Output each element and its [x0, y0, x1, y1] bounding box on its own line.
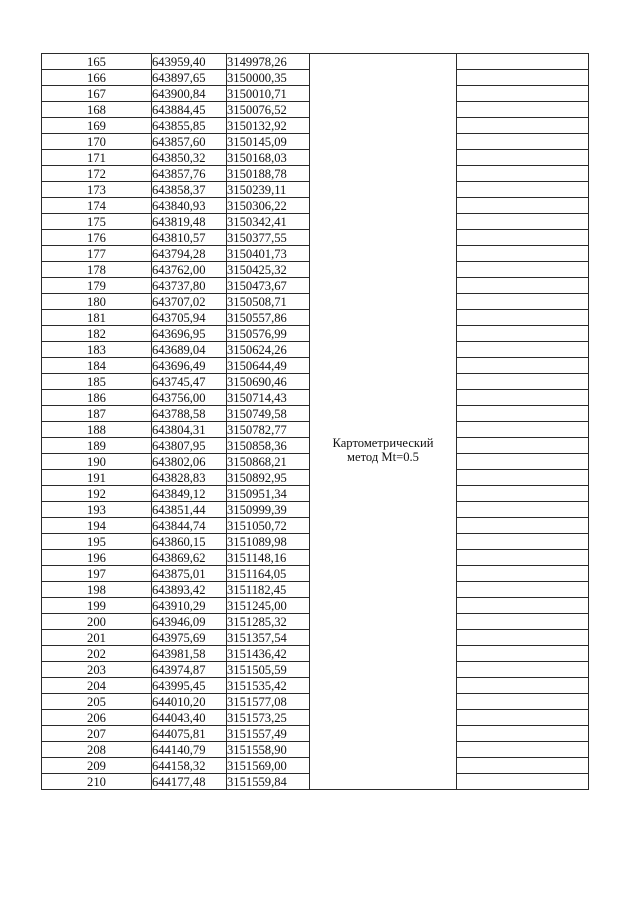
point-number-cell: 171	[42, 150, 152, 166]
y-coordinate-cell: 3150999,39	[227, 502, 310, 518]
x-coordinate-cell: 643858,37	[152, 182, 227, 198]
empty-cell	[457, 694, 589, 710]
y-coordinate-cell: 3151089,98	[227, 534, 310, 550]
x-coordinate-cell: 643995,45	[152, 678, 227, 694]
empty-cell	[457, 486, 589, 502]
y-coordinate-cell: 3151557,49	[227, 726, 310, 742]
x-coordinate-cell: 643696,95	[152, 326, 227, 342]
empty-cell	[457, 710, 589, 726]
empty-cell	[457, 502, 589, 518]
empty-cell	[457, 166, 589, 182]
empty-cell	[457, 278, 589, 294]
empty-cell	[457, 310, 589, 326]
empty-cell	[457, 262, 589, 278]
point-number-cell: 196	[42, 550, 152, 566]
y-coordinate-cell: 3150425,32	[227, 262, 310, 278]
empty-cell	[457, 678, 589, 694]
x-coordinate-cell: 643810,57	[152, 230, 227, 246]
x-coordinate-cell: 643689,04	[152, 342, 227, 358]
y-coordinate-cell: 3150401,73	[227, 246, 310, 262]
empty-cell	[457, 438, 589, 454]
x-coordinate-cell: 644043,40	[152, 710, 227, 726]
x-coordinate-cell: 643875,01	[152, 566, 227, 582]
point-number-cell: 181	[42, 310, 152, 326]
y-coordinate-cell: 3150624,26	[227, 342, 310, 358]
point-number-cell: 180	[42, 294, 152, 310]
y-coordinate-cell: 3151577,08	[227, 694, 310, 710]
empty-cell	[457, 70, 589, 86]
point-number-cell: 208	[42, 742, 152, 758]
empty-cell	[457, 614, 589, 630]
empty-cell	[457, 374, 589, 390]
x-coordinate-cell: 643804,31	[152, 422, 227, 438]
point-number-cell: 210	[42, 774, 152, 790]
empty-cell	[457, 422, 589, 438]
y-coordinate-cell: 3150782,77	[227, 422, 310, 438]
y-coordinate-cell: 3150858,36	[227, 438, 310, 454]
empty-cell	[457, 294, 589, 310]
empty-cell	[457, 726, 589, 742]
x-coordinate-cell: 643762,00	[152, 262, 227, 278]
empty-cell	[457, 358, 589, 374]
y-coordinate-cell: 3151182,45	[227, 582, 310, 598]
y-coordinate-cell: 3150868,21	[227, 454, 310, 470]
empty-cell	[457, 470, 589, 486]
empty-cell	[457, 630, 589, 646]
empty-cell	[457, 86, 589, 102]
x-coordinate-cell: 643850,32	[152, 150, 227, 166]
empty-cell	[457, 390, 589, 406]
x-coordinate-cell: 644177,48	[152, 774, 227, 790]
point-number-cell: 194	[42, 518, 152, 534]
point-number-cell: 197	[42, 566, 152, 582]
y-coordinate-cell: 3150508,71	[227, 294, 310, 310]
point-number-cell: 170	[42, 134, 152, 150]
x-coordinate-cell: 643788,58	[152, 406, 227, 422]
point-number-cell: 199	[42, 598, 152, 614]
y-coordinate-cell: 3151050,72	[227, 518, 310, 534]
x-coordinate-cell: 643975,69	[152, 630, 227, 646]
x-coordinate-cell: 643737,80	[152, 278, 227, 294]
y-coordinate-cell: 3150239,11	[227, 182, 310, 198]
x-coordinate-cell: 643844,74	[152, 518, 227, 534]
empty-cell	[457, 182, 589, 198]
empty-cell	[457, 54, 589, 70]
y-coordinate-cell: 3150749,58	[227, 406, 310, 422]
empty-cell	[457, 774, 589, 790]
x-coordinate-cell: 643807,95	[152, 438, 227, 454]
y-coordinate-cell: 3150000,35	[227, 70, 310, 86]
point-number-cell: 169	[42, 118, 152, 134]
x-coordinate-cell: 644158,32	[152, 758, 227, 774]
point-number-cell: 201	[42, 630, 152, 646]
x-coordinate-cell: 643705,94	[152, 310, 227, 326]
x-coordinate-cell: 644010,20	[152, 694, 227, 710]
y-coordinate-cell: 3151559,84	[227, 774, 310, 790]
y-coordinate-cell: 3151505,59	[227, 662, 310, 678]
point-number-cell: 192	[42, 486, 152, 502]
x-coordinate-cell: 643900,84	[152, 86, 227, 102]
x-coordinate-cell: 643849,12	[152, 486, 227, 502]
y-coordinate-cell: 3150132,92	[227, 118, 310, 134]
point-number-cell: 167	[42, 86, 152, 102]
method-cell	[310, 54, 457, 790]
point-number-cell: 184	[42, 358, 152, 374]
point-number-cell: 178	[42, 262, 152, 278]
point-number-cell: 168	[42, 102, 152, 118]
x-coordinate-cell: 643897,65	[152, 70, 227, 86]
y-coordinate-cell: 3151148,16	[227, 550, 310, 566]
y-coordinate-cell: 3150576,99	[227, 326, 310, 342]
y-coordinate-cell: 3150168,03	[227, 150, 310, 166]
x-coordinate-cell: 643981,58	[152, 646, 227, 662]
x-coordinate-cell: 643707,02	[152, 294, 227, 310]
y-coordinate-cell: 3151285,32	[227, 614, 310, 630]
y-coordinate-cell: 3150306,22	[227, 198, 310, 214]
point-number-cell: 207	[42, 726, 152, 742]
point-number-cell: 175	[42, 214, 152, 230]
y-coordinate-cell: 3150690,46	[227, 374, 310, 390]
coordinates-table-body	[42, 54, 589, 790]
point-number-cell: 188	[42, 422, 152, 438]
y-coordinate-cell: 3150010,71	[227, 86, 310, 102]
point-number-cell: 187	[42, 406, 152, 422]
y-coordinate-cell: 3151357,54	[227, 630, 310, 646]
x-coordinate-cell: 643840,93	[152, 198, 227, 214]
x-coordinate-cell: 643851,44	[152, 502, 227, 518]
x-coordinate-cell: 643893,42	[152, 582, 227, 598]
point-number-cell: 206	[42, 710, 152, 726]
x-coordinate-cell: 643860,15	[152, 534, 227, 550]
y-coordinate-cell: 3151535,42	[227, 678, 310, 694]
point-number-cell: 193	[42, 502, 152, 518]
empty-cell	[457, 550, 589, 566]
x-coordinate-cell: 643857,76	[152, 166, 227, 182]
x-coordinate-cell: 644140,79	[152, 742, 227, 758]
point-number-cell: 204	[42, 678, 152, 694]
x-coordinate-cell: 643946,09	[152, 614, 227, 630]
x-coordinate-cell: 644075,81	[152, 726, 227, 742]
y-coordinate-cell: 3151245,00	[227, 598, 310, 614]
empty-cell	[457, 518, 589, 534]
x-coordinate-cell: 643756,00	[152, 390, 227, 406]
empty-cell	[457, 742, 589, 758]
x-coordinate-cell: 643857,60	[152, 134, 227, 150]
empty-cell	[457, 118, 589, 134]
method-label-line1: Картометрический	[332, 435, 434, 450]
empty-cell	[457, 454, 589, 470]
point-number-cell: 172	[42, 166, 152, 182]
empty-cell	[457, 134, 589, 150]
point-number-cell: 176	[42, 230, 152, 246]
y-coordinate-cell: 3150342,41	[227, 214, 310, 230]
x-coordinate-cell: 643959,40	[152, 54, 227, 70]
y-coordinate-cell: 3150076,52	[227, 102, 310, 118]
point-number-cell: 198	[42, 582, 152, 598]
point-number-cell: 174	[42, 198, 152, 214]
y-coordinate-cell: 3150145,09	[227, 134, 310, 150]
y-coordinate-cell: 3151164,05	[227, 566, 310, 582]
point-number-cell: 165	[42, 54, 152, 70]
y-coordinate-cell: 3149978,26	[227, 54, 310, 70]
y-coordinate-cell: 3151436,42	[227, 646, 310, 662]
y-coordinate-cell: 3150557,86	[227, 310, 310, 326]
y-coordinate-cell: 3150644,49	[227, 358, 310, 374]
empty-cell	[457, 534, 589, 550]
empty-cell	[457, 198, 589, 214]
empty-cell	[457, 326, 589, 342]
point-number-cell: 177	[42, 246, 152, 262]
point-number-cell: 179	[42, 278, 152, 294]
method-label-line2: метод Mt=0.5	[347, 449, 419, 464]
y-coordinate-cell: 3151573,25	[227, 710, 310, 726]
x-coordinate-cell: 643696,49	[152, 358, 227, 374]
x-coordinate-cell: 643794,28	[152, 246, 227, 262]
point-number-cell: 183	[42, 342, 152, 358]
point-number-cell: 209	[42, 758, 152, 774]
table-row	[42, 54, 589, 70]
empty-cell	[457, 214, 589, 230]
empty-cell	[457, 230, 589, 246]
y-coordinate-cell: 3150892,95	[227, 470, 310, 486]
y-coordinate-cell: 3150377,55	[227, 230, 310, 246]
empty-cell	[457, 662, 589, 678]
y-coordinate-cell: 3151558,90	[227, 742, 310, 758]
point-number-cell: 200	[42, 614, 152, 630]
point-number-cell: 189	[42, 438, 152, 454]
y-coordinate-cell: 3150714,43	[227, 390, 310, 406]
x-coordinate-cell: 643974,87	[152, 662, 227, 678]
y-coordinate-cell: 3151569,00	[227, 758, 310, 774]
y-coordinate-cell: 3150188,78	[227, 166, 310, 182]
x-coordinate-cell: 643855,85	[152, 118, 227, 134]
empty-cell	[457, 582, 589, 598]
point-number-cell: 205	[42, 694, 152, 710]
x-coordinate-cell: 643828,83	[152, 470, 227, 486]
empty-cell	[457, 406, 589, 422]
x-coordinate-cell: 643819,48	[152, 214, 227, 230]
point-number-cell: 173	[42, 182, 152, 198]
y-coordinate-cell: 3150473,67	[227, 278, 310, 294]
point-number-cell: 191	[42, 470, 152, 486]
point-number-cell: 166	[42, 70, 152, 86]
point-number-cell: 202	[42, 646, 152, 662]
x-coordinate-cell: 643910,29	[152, 598, 227, 614]
point-number-cell: 190	[42, 454, 152, 470]
coordinates-table	[41, 53, 589, 790]
empty-cell	[457, 758, 589, 774]
empty-cell	[457, 102, 589, 118]
x-coordinate-cell: 643745,47	[152, 374, 227, 390]
empty-cell	[457, 598, 589, 614]
empty-cell	[457, 566, 589, 582]
empty-cell	[457, 342, 589, 358]
x-coordinate-cell: 643802,06	[152, 454, 227, 470]
empty-cell	[457, 150, 589, 166]
point-number-cell: 203	[42, 662, 152, 678]
point-number-cell: 195	[42, 534, 152, 550]
empty-cell	[457, 246, 589, 262]
empty-cell	[457, 646, 589, 662]
x-coordinate-cell: 643884,45	[152, 102, 227, 118]
x-coordinate-cell: 643869,62	[152, 550, 227, 566]
point-number-cell: 182	[42, 326, 152, 342]
y-coordinate-cell: 3150951,34	[227, 486, 310, 502]
point-number-cell: 186	[42, 390, 152, 406]
point-number-cell: 185	[42, 374, 152, 390]
